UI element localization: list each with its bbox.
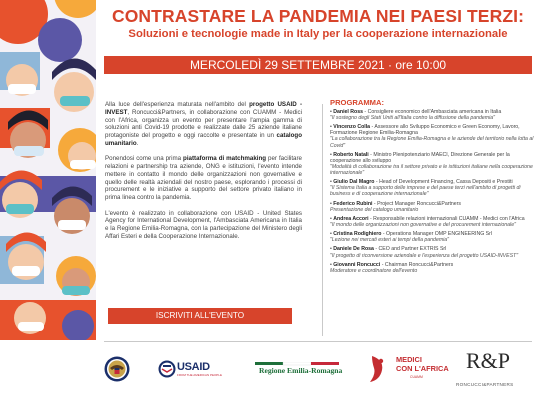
speaker-item [330,124,538,148]
speaker-topic: Moderatore e coordinatore dell'evento [330,267,418,274]
speaker-item [330,216,538,228]
bullet-icon: • [330,231,334,238]
body-text: , Roncucci&Partners, in collaborazione con CUAMM - Medici con l'Africa, organizza un evento per presentare l'ampia gamma di soluzioni anti Covid-19 prodotte e realizzate dalle 25 aziende italiane protagoniste del progetto e oggi raccolte e presentate in un [105,108,302,140]
speaker-role: - Head of Development Financing, Cassa Depositi e Prestiti [374,179,513,186]
illustration-masked-faces [0,0,96,340]
rp-wordmark: RONCUCCI&PARTNERS [456,382,514,387]
mcaf-line-2: CON L'AFRICA [396,363,449,373]
speaker-role: - CEO and Partner EXTRIS Srl [373,246,447,253]
speaker-item [330,262,538,274]
bullet-icon: • [330,179,334,186]
rp-monogram: R&P [466,348,511,373]
speaker-role: - Consigliere economico dell'Ambasciata americana in Italia [362,109,502,115]
description-paragraph-3 [105,210,302,241]
program-section [330,98,538,277]
us-embassy-seal-logo [104,356,130,382]
speaker-name: Roberto Natali [333,151,369,158]
speaker-name: Giovanni Roncucci [333,261,381,268]
speaker-name: Giulio Dal Magro [333,179,375,186]
speaker-role: - Project Manager Roncucci&Partners [372,200,461,207]
speaker-name: Daniele De Rosa [333,246,374,253]
bullet-icon: • [330,151,334,158]
highlight-text: piattaforma di matchmaking [183,155,267,163]
page-subtitle: Soluzioni e tecnologie made in Italy per la cooperazione internazionale [128,28,508,40]
emilia-wordmark: Regione Emilia-Romagna [259,366,343,375]
speaker-item [330,201,538,213]
speaker-name: Vincenzo Colla [333,124,371,131]
partner-logos [100,346,540,400]
event-description [105,101,302,248]
regione-emilia-romagna-logo [255,362,343,378]
speaker-topic: "Il mondo delle organizzazioni non governative e del procurement internazionale" [330,221,516,228]
highlight-text: catalogo umanitario [105,132,302,147]
speaker-name: Andrea Accori [333,215,369,222]
speaker-name: Cristina Rodighiero [333,231,382,238]
usaid-wordmark: USAID [177,361,210,373]
mcaf-tagline: CUAMM [410,375,423,379]
medici-con-africa-logo [362,354,449,388]
usaid-tagline: FROM THE AMERICAN PEOPLE [177,373,222,377]
speaker-item [330,152,538,176]
speaker-topic: "Lezione nei mercati esteri ai tempi della pandemia" [330,237,450,244]
speaker-name: Federico Rubini [333,200,373,207]
bullet-icon: • [330,124,334,131]
bullet-icon: • [330,261,334,268]
speaker-role: - Assessore allo Sviluppo Economico e Green Economy, Lavoro, Formazione Regione Emilia-Romagna [330,124,520,137]
highlight-text: progetto USAID - INVEST [105,101,303,116]
speaker-role: - Operations Manager OMP ENGINEERING Srl [381,231,493,238]
speaker-role: - Responsabile relazioni internazionali CUAMM - Medici con l'Africa [368,215,525,222]
program-title: PROGRAMMA: [330,98,384,107]
description-paragraph-1 [105,101,302,148]
speaker-name: Daniel Ross [333,109,363,115]
speaker-item [330,246,538,258]
speaker-list [330,109,538,274]
speaker-item [330,179,538,197]
speaker-topic: "Il sostegno degli Stati Uniti all'Italia contro la diffusione della pandemia" [330,115,496,122]
column-divider [322,104,323,336]
speaker-item [330,231,538,243]
mcaf-line-1: MEDICI [396,355,422,364]
register-button[interactable]: ISCRIVITI ALL'EVENTO [108,308,292,324]
body-text: Alla luce dell'esperienza maturata nell'ambito del [105,101,250,108]
speaker-role: - Ministro Plenipotenziario MAECI, Direzione Generale per la cooperazione allo sviluppo [330,151,510,164]
usaid-logo [158,358,220,382]
speaker-topic: "Il progetto di riconversione aziendale e l'esperienza del progetto USAID-INVEST" [330,252,519,259]
speaker-topic: "Modalità di collaborazione tra il settore privato e le istituzioni italiane nella cooperazione internazionale" [330,163,533,177]
bullet-icon: • [330,246,334,253]
mcaf-wordmark [396,356,449,373]
roncucci-partners-logo [448,348,536,396]
bullet-icon: • [330,109,334,115]
event-date-bar: MERCOLEDÌ 29 SETTEMBRE 2021 · ore 10:00 [104,56,532,74]
description-paragraph-2 [105,155,302,202]
header [100,6,536,41]
bullet-icon: • [330,215,334,222]
bullet-icon: • [330,200,334,207]
body-text: Ponendosi come una prima [105,155,184,163]
page-title: CONTRASTARE LA PANDEMIA NEI PAESI TERZI: [111,6,524,26]
body-text: per facilitare relazioni e partnership tra aziende, ONG e istituzioni, l'evento intende mettere in contatto il mondo delle organizzazioni non governative e quello delle realtà aziendali del nostro paese, esplorando i processi di procurement e le iniziative a supporto del settore privato italiano in prima linea contro la pandemia. [105,155,302,202]
body-text: . [136,139,139,147]
speaker-item [330,109,538,121]
body-text: L'evento è realizzato in collaborazione con USAID - United States Agency for International Development, l'Ambasciata Americana in Italia e la Regione Emilia-Romagna, con la partecipazione del Ministero degli Affari Esteri e della Cooperazione Internazionale. [105,209,302,240]
speaker-topic: Presentazione del catalogo umanitario [330,206,419,213]
speaker-role: - Chairman Roncucci&Partners [380,261,454,268]
footer-divider [104,341,532,342]
speaker-topic: "Il Sistema Italia a supporto delle imprese e del paese terzi nell'ambito di progetti di business e di cooperazione internazionale" [330,185,521,198]
speaker-topic: "La collaborazione tra la Regione Emilia-Romagna e le aziende del territorio nella lotta al Covid" [330,136,534,149]
